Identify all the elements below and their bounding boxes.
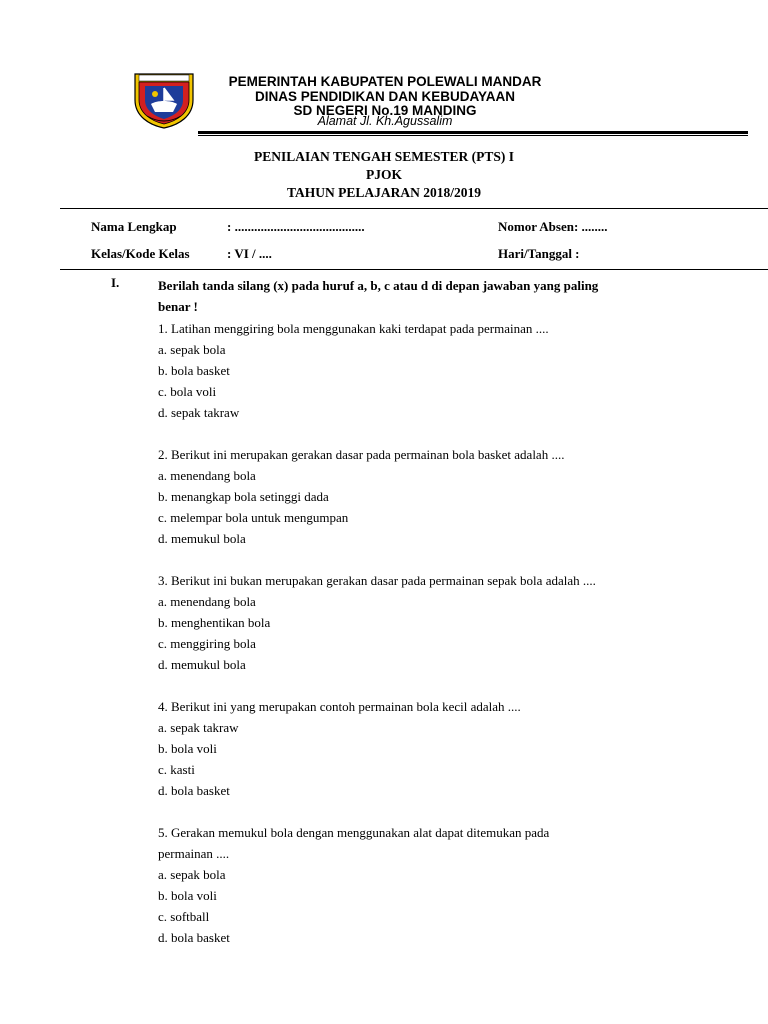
letterhead-department: DINAS PENDIDIKAN DAN KEBUDAYAAN [254, 88, 516, 104]
name-label: Nama Lengkap [91, 219, 177, 234]
instruction-line2: benar ! [158, 299, 198, 314]
letterhead [0, 0, 768, 140]
section-number: I. [111, 275, 120, 290]
question-item [158, 696, 738, 801]
answer-option: c. kasti [158, 762, 195, 777]
answer-option: a. sepak bola [158, 867, 226, 882]
identity-top-border [60, 208, 768, 209]
answer-option: d. bola basket [158, 783, 230, 798]
answer-option: d. sepak takraw [158, 405, 240, 420]
class-label: Kelas/Kode Kelas [91, 246, 190, 261]
question-list [158, 318, 738, 969]
question-text: 1. Latihan menggiring bola menggunakan kaki terdapat pada permainan .... [158, 321, 549, 336]
regency-emblem-icon [131, 70, 197, 130]
question-item [158, 570, 738, 675]
question-text: 3. Berikut ini bukan merupakan gerakan dasar pada permainan sepak bola adalah .... [158, 573, 596, 588]
question-item [158, 822, 738, 948]
absen-field[interactable]: Nomor Absen: ........ [498, 219, 608, 234]
exam-title-line1: PENILAIAN TENGAH SEMESTER (PTS) I [253, 149, 515, 164]
question-item [158, 318, 738, 423]
answer-option: a. menendang bola [158, 468, 256, 483]
exam-year: TAHUN PELAJARAN 2018/2019 [286, 185, 481, 200]
answer-option: b. bola voli [158, 888, 217, 903]
answer-option: d. bola basket [158, 930, 230, 945]
answer-option: b. menangkap bola setinggi dada [158, 489, 329, 504]
letterhead-address: Alamat Jl. Kh.Agussalim [317, 114, 453, 128]
letterhead-government: PEMERINTAH KABUPATEN POLEWALI MANDAR [228, 74, 542, 89]
answer-option: b. bola voli [158, 741, 217, 756]
letterhead-school: SD NEGERI No.19 MANDING [293, 103, 477, 118]
answer-option: c. bola voli [158, 384, 217, 399]
answer-option: c. softball [158, 909, 210, 924]
question-text-continued: permainan .... [158, 846, 230, 861]
answer-option: a. menendang bola [158, 594, 256, 609]
answer-option: b. bola basket [158, 363, 230, 378]
question-item [158, 444, 738, 549]
exam-subject: PJOK [366, 167, 402, 182]
date-field[interactable]: Hari/Tanggal : [498, 246, 580, 261]
question-text: 4. Berikut ini yang merupakan contoh permainan bola kecil adalah .... [158, 699, 521, 714]
answer-option: a. sepak bola [158, 342, 226, 357]
letterhead-divider [198, 131, 748, 134]
question-text: 5. Gerakan memukul bola dengan menggunakan alat dapat ditemukan pada [158, 825, 550, 840]
answer-option: d. memukul bola [158, 657, 246, 672]
identity-bottom-border [60, 269, 768, 270]
answer-option: c. melempar bola untuk mengumpan [158, 510, 349, 525]
instruction-line1: Berilah tanda silang (x) pada huruf a, b, c atau d di depan jawaban yang paling [158, 278, 599, 293]
letterhead-divider-thin [198, 135, 748, 136]
answer-option: a. sepak takraw [158, 720, 239, 735]
class-field[interactable]: : VI / .... [227, 246, 272, 261]
question-text: 2. Berikut ini merupakan gerakan dasar pada permainan bola basket adalah .... [158, 447, 565, 462]
answer-option: c. menggiring bola [158, 636, 256, 651]
name-field[interactable]: : ........................................ [227, 219, 365, 234]
exam-title [0, 148, 768, 202]
answer-option: b. menghentikan bola [158, 615, 271, 630]
section-instruction [158, 275, 718, 317]
answer-option: d. memukul bola [158, 531, 246, 546]
